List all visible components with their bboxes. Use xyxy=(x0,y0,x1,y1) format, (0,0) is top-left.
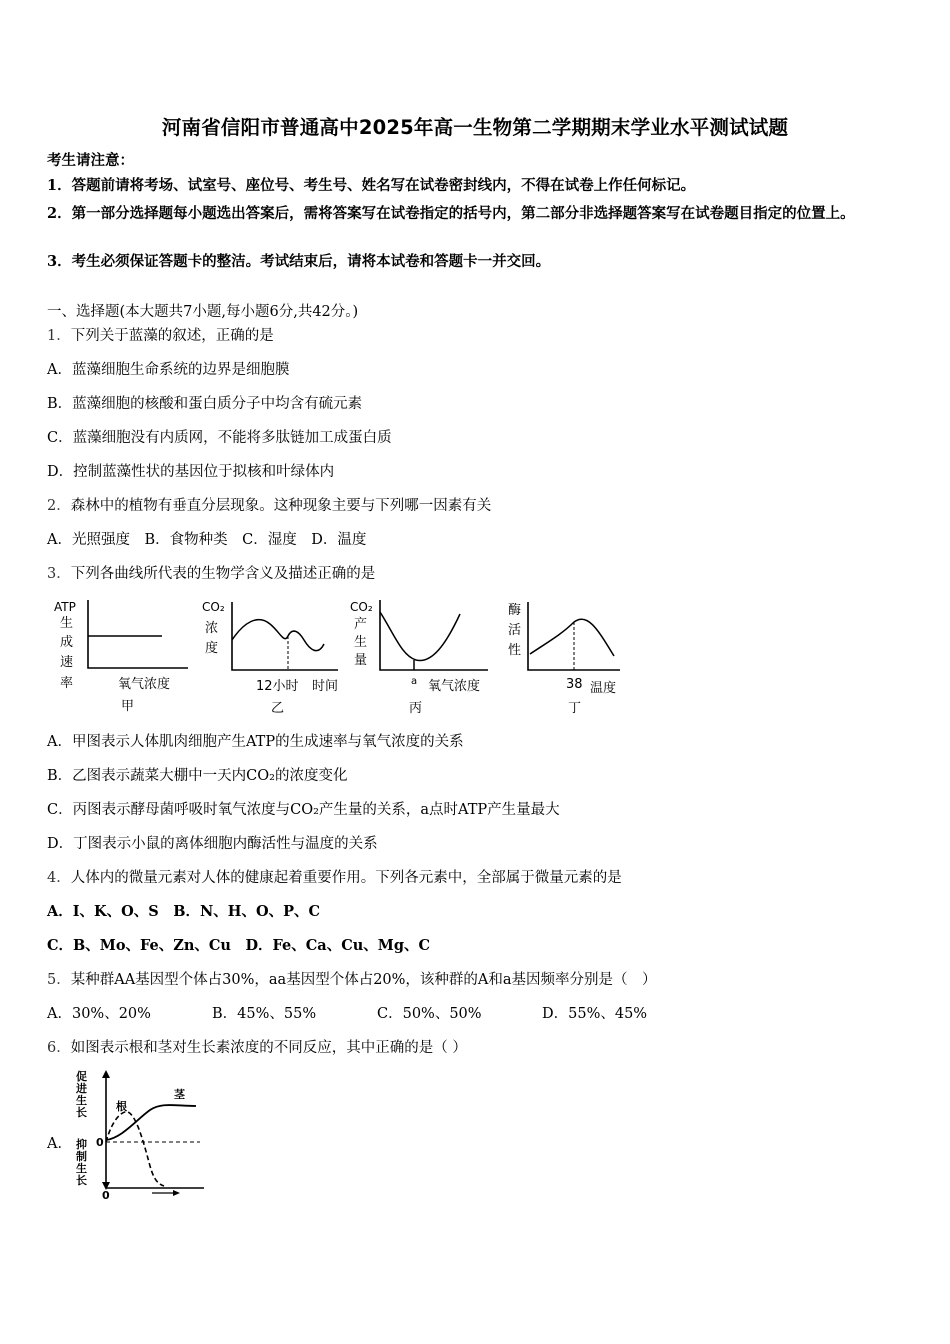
yi-y-label-2: 浓 xyxy=(205,621,219,636)
question-3 xyxy=(47,564,907,584)
q6-up-label-4: 长 xyxy=(76,1106,87,1119)
ding-name: 丁 xyxy=(568,701,582,716)
bing-y-label-1: CO₂ xyxy=(350,600,373,614)
q5-option-c: C．50%、50% xyxy=(377,1006,482,1022)
q6-down-label-3: 生 xyxy=(76,1162,87,1175)
graph-ding xyxy=(508,602,620,716)
yi-axes xyxy=(232,602,338,670)
q1-option-c: C．蓝藻细胞没有内质网，不能将多肽链加工成蛋白质 xyxy=(47,430,392,446)
q4-options-row-1: A．I、K、O、S B．N、H、O、P、C xyxy=(47,903,321,920)
q5-option-b: B．45%、55% xyxy=(212,1006,317,1022)
q3-option-a: A．甲图表示人体肌肉细胞产生ATP的生成速率与氧气浓度的关系 xyxy=(47,734,464,750)
bing-x-label: 氧气浓度 xyxy=(428,679,481,694)
q6-graph-a xyxy=(72,1066,212,1202)
jia-y-label-4: 速 xyxy=(60,655,74,670)
q5-option-a: A．30%、20% xyxy=(47,1006,151,1022)
jia-y-label-2: 生 xyxy=(60,616,74,631)
notice-item-1: 1．答题前请将考场、试室号、座位号、考生号、姓名写在试卷密封线内，不得在试卷上作任何标记。 xyxy=(47,177,696,194)
question-5 xyxy=(47,970,907,990)
jia-x-label: 氧气浓度 xyxy=(118,677,171,692)
exam-title: 河南省信阳市普通高中2025年高一生物第二学期期末学业水平测试试题 xyxy=(161,116,789,139)
yi-y-label-1: CO₂ xyxy=(202,600,225,614)
ding-curve xyxy=(530,619,614,656)
graph-yi xyxy=(202,600,338,716)
ding-y-label-2: 活 xyxy=(508,623,522,638)
bing-y-label-4: 量 xyxy=(354,653,368,668)
graph-jia xyxy=(54,600,188,714)
question-4-number: 4． xyxy=(47,870,71,886)
question-2-number: 2． xyxy=(47,498,71,514)
yi-curve xyxy=(232,620,324,651)
bing-y-label-3: 生 xyxy=(354,635,368,650)
question-4-stem: 人体内的微量元素对人体的健康起着重要作用。下列各元素中，全部属于微量元素的是 xyxy=(70,870,622,886)
jia-name: 甲 xyxy=(121,699,135,714)
q6-down-label-4: 长 xyxy=(76,1174,87,1187)
bing-curve xyxy=(380,612,460,661)
question-2-stem: 森林中的植物有垂直分层现象。这种现象主要与下列哪一因素有关 xyxy=(70,498,492,514)
ding-y-label-3: 性 xyxy=(508,643,522,658)
q3-option-d: D．丁图表示小鼠的离体细胞内酶活性与温度的关系 xyxy=(47,836,378,852)
question-5-stem: 某种群AA基因型个体占30%，aa基因型个体占20%，该种群的A和a基因频率分别是（ ） xyxy=(70,972,657,988)
question-6 xyxy=(47,1038,907,1058)
yi-x-label-2: 时间 xyxy=(312,679,339,694)
q1-option-b: B．蓝藻细胞的核酸和蛋白质分子中均含有硫元素 xyxy=(47,396,363,412)
q6-y-arrow-up-icon xyxy=(102,1070,110,1078)
q6-arrow-right-icon xyxy=(173,1190,180,1196)
q6-up-label-3: 生 xyxy=(76,1094,87,1107)
q4-options-row-2: C．B、Mo、Fe、Zn、Cu D．Fe、Ca、Cu、Mg、C xyxy=(47,937,431,954)
jia-axes xyxy=(88,600,188,668)
question-6-stem: 如图表示根和茎对生长素浓度的不同反应，其中正确的是（ ） xyxy=(70,1040,467,1056)
bing-a-label: a xyxy=(411,676,418,687)
bing-y-label-2: 产 xyxy=(354,617,368,632)
question-3-number: 3． xyxy=(47,566,71,582)
bing-name: 丙 xyxy=(409,701,423,716)
bing-axes xyxy=(380,600,488,670)
q6-option-a-label: A． xyxy=(47,1136,72,1152)
graph-bing xyxy=(350,600,488,716)
q6-origin-label: 0 xyxy=(102,1189,110,1202)
jia-y-label-5: 率 xyxy=(60,676,74,691)
q3-option-c: C．丙图表示酵母菌呼吸时氧气浓度与CO₂产生量的关系，a点时ATP产生量最大 xyxy=(47,802,560,818)
notice-item-2: 2．第一部分选择题每小题选出答案后，需将答案写在试卷指定的括号内，第二部分非选择题答案写在试卷题目指定的位置上。 xyxy=(47,205,855,222)
q6-up-label-2: 进 xyxy=(76,1082,87,1095)
question-2 xyxy=(47,496,907,516)
question-6-number: 6． xyxy=(47,1040,71,1056)
q1-option-a: A．蓝藻细胞生命系统的边界是细胞膜 xyxy=(47,362,290,378)
q6-stem-label: 茎 xyxy=(174,1088,185,1101)
q5-option-d: D．55%、45% xyxy=(542,1006,648,1022)
notice-heading: 考生请注意： xyxy=(47,152,134,169)
q3-option-b: B．乙图表示蔬菜大棚中一天内CO₂的浓度变化 xyxy=(47,768,348,784)
q2-options: A．光照强度 B．食物种类 C．湿度 D．温度 xyxy=(47,532,367,548)
q6-down-label-1: 抑 xyxy=(76,1138,87,1151)
yi-name: 乙 xyxy=(271,701,285,716)
q6-root-label: 根 xyxy=(116,1100,127,1113)
jia-y-label-3: 成 xyxy=(60,635,74,650)
ding-y-label-1: 酶 xyxy=(508,603,522,618)
question-5-number: 5． xyxy=(47,972,71,988)
jia-y-label-1: ATP xyxy=(54,600,76,614)
question-1 xyxy=(47,326,907,346)
q3-graphs-figure xyxy=(48,594,628,720)
question-3-stem: 下列各曲线所代表的生物学含义及描述正确的是 xyxy=(70,566,376,582)
yi-x-label-1: 12小时 xyxy=(256,679,299,694)
question-4 xyxy=(47,868,907,888)
section-heading: 一、选择题(本大题共7小题,每小题6分,共42分。) xyxy=(47,304,359,320)
q6-down-label-2: 制 xyxy=(76,1150,87,1163)
notice-item-3: 3．考生必须保证答题卡的整洁。考试结束后，请将本试卷和答题卡一并交回。 xyxy=(47,253,551,270)
ding-x-label: 温度 xyxy=(590,681,617,696)
q6-zero-label: 0 xyxy=(96,1136,104,1149)
q1-option-d: D．控制蓝藻性状的基因位于拟核和叶绿体内 xyxy=(47,464,335,480)
question-1-stem: 下列关于蓝藻的叙述，正确的是 xyxy=(70,328,274,344)
question-1-number: 1． xyxy=(47,328,71,344)
ding-t-label: 38 xyxy=(566,677,583,692)
q6-up-label-1: 促 xyxy=(76,1070,87,1083)
yi-y-label-3: 度 xyxy=(205,641,219,656)
